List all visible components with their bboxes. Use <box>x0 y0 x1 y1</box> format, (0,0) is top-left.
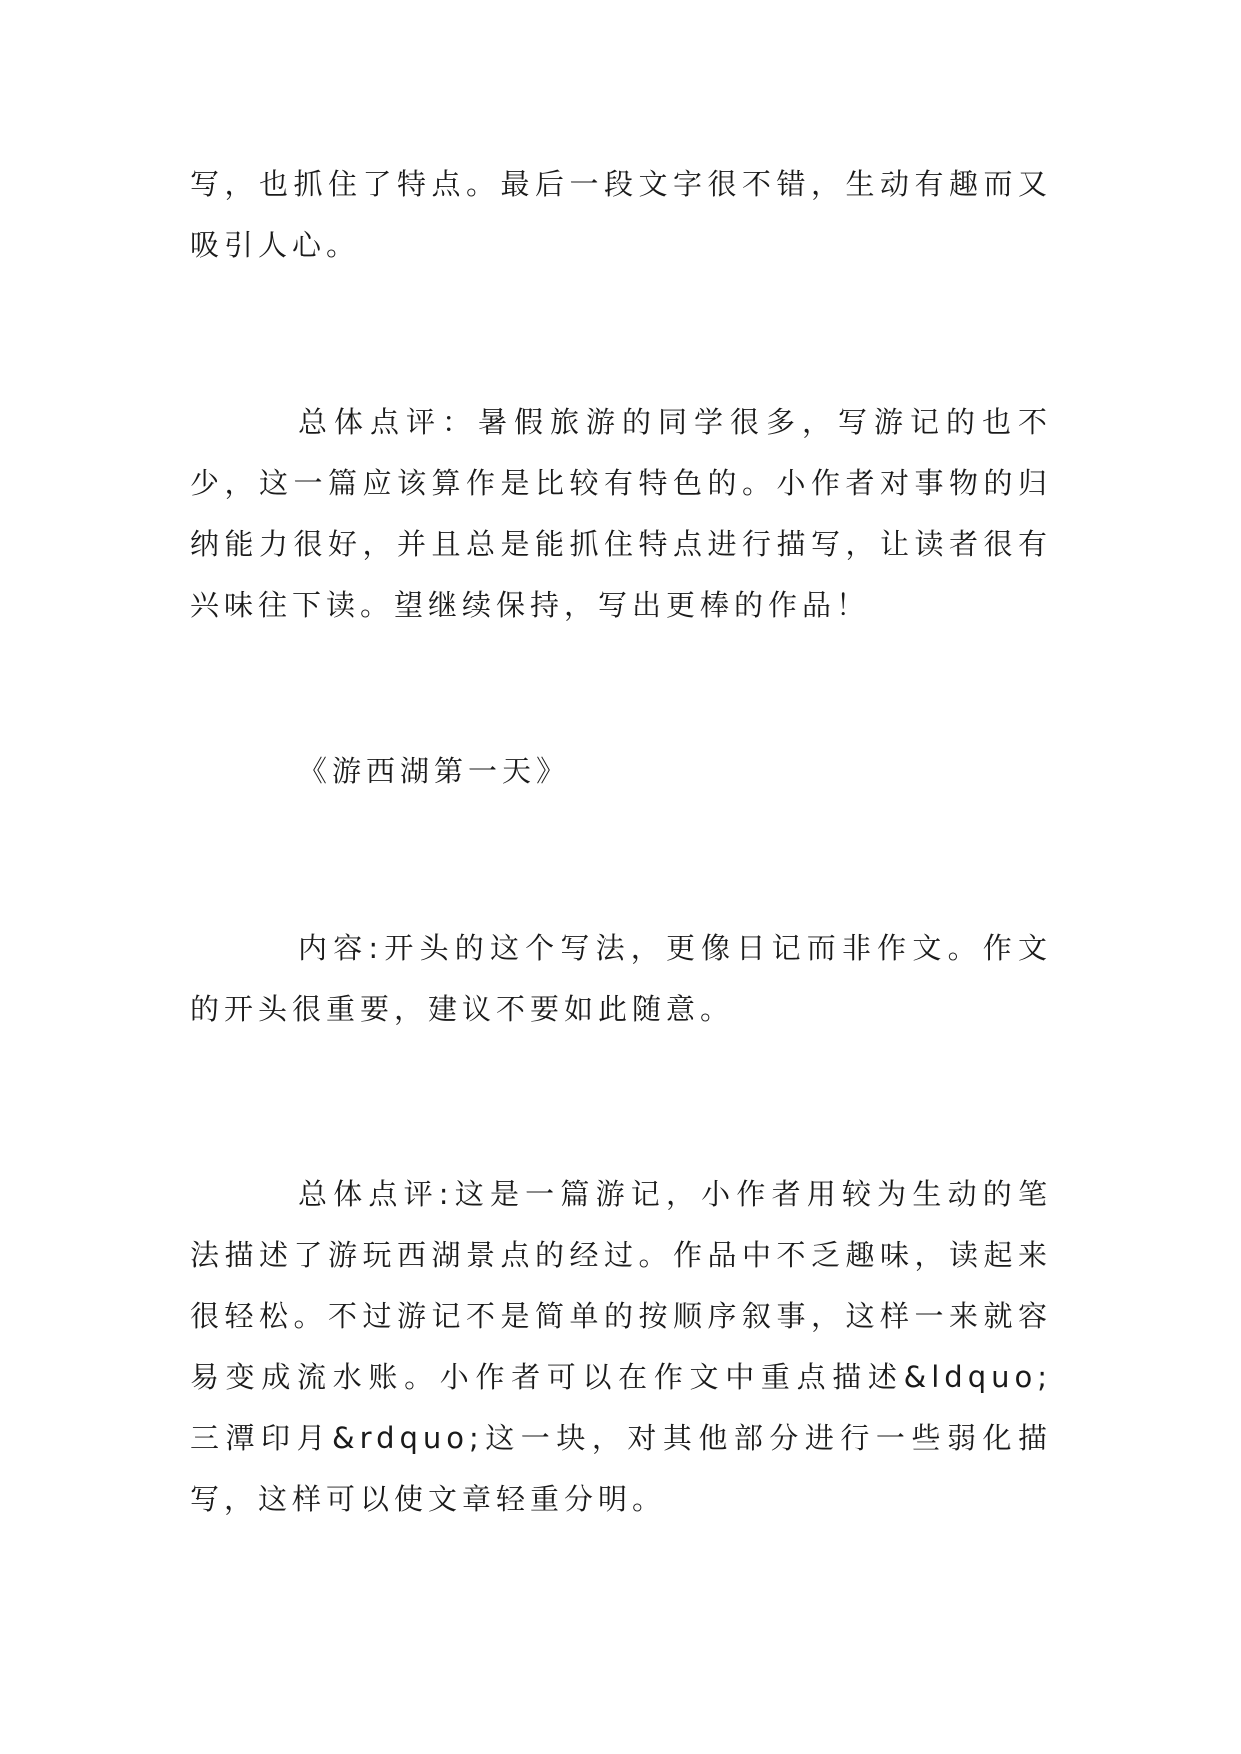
essay-title: 《游西湖第一天》 <box>298 754 571 788</box>
paragraph-overall-review-2: 总体点评:这是一篇游记，小作者用较为生动的笔法描述了游玩西湖景点的经过。作品中不乏趣味，读起来很轻松。不过游记不是简单的按顺序叙事，这样一来就容易变成流水账。小作者可以在作文中重点描述&ldquo;三潭印月&rdquo;这一块，对其他部分进行一些弱化描写，这样可以使文章轻重分明。 <box>190 1177 1052 1516</box>
paragraph-continuation: 写，也抓住了特点。最后一段文字很不错，生动有趣而又吸引人心。 <box>190 167 1052 262</box>
paragraph-overall-review-1: 总体点评：暑假旅游的同学很多，写游记的也不少，这一篇应该算作是比较有特色的。小作者对事物的归纳能力很好，并且总是能抓住特点进行描写，让读者很有兴味往下读。望继续保持，写出更棒的作品！ <box>190 405 1052 622</box>
paragraph-content-review: 内容:开头的这个写法，更像日记而非作文。作文的开头很重要，建议不要如此随意。 <box>190 931 1052 1026</box>
